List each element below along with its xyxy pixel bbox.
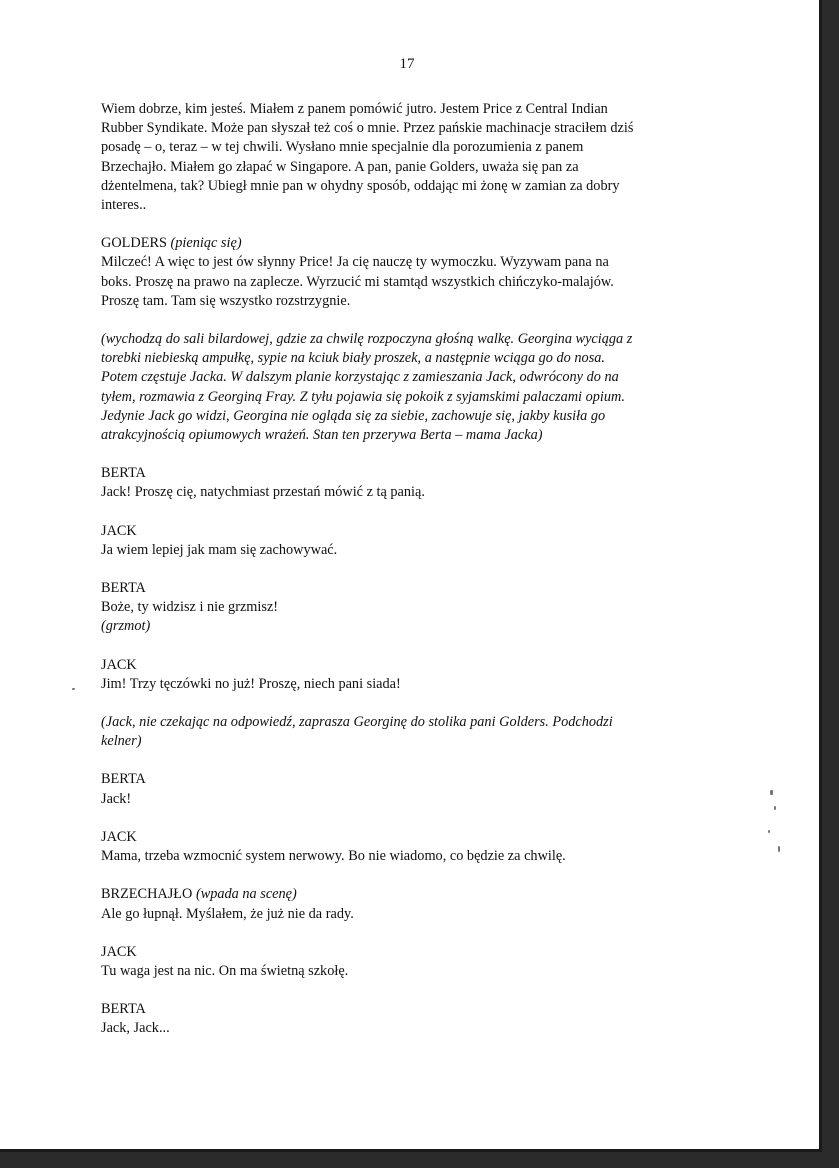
stage-direction-block	[101, 713, 741, 751]
text-line: interes..	[101, 197, 147, 214]
text-line: Rubber Syndikate. Może pan słyszał też coś o mnie. Przez pańskie machinacje straciłem dziś	[101, 120, 634, 137]
dialogue-jack	[101, 656, 741, 694]
character-name: BERTA	[101, 465, 146, 482]
dialogue-price	[101, 100, 741, 215]
stage-line: torebki niebieską ampułkę, sypie na kciuk biały proszek, a następnie wciąga go do nosa.	[101, 350, 605, 367]
dialogue-berta	[101, 1000, 741, 1038]
dialogue-jack	[101, 943, 741, 981]
stage-line: (wychodzą do sali bilardowej, gdzie za chwilę rozpoczyna głośną walkę. Georgina wyciąga z	[101, 331, 633, 348]
speech-line: Ja wiem lepiej jak mam się zachowywać.	[101, 541, 338, 558]
scan-speck	[72, 688, 75, 690]
stage-line: tyłem, rozmawia z Georginą Fray. Z tyłu pojawia się pokoik z syjamskimi palaczami opium.	[101, 388, 625, 405]
dialogue-berta	[101, 770, 741, 808]
speech-line: Proszę tam. Tam się wszystko rozstrzygnie.	[101, 292, 351, 309]
speech-line: Boże, ty widzisz i nie grzmisz!	[101, 599, 279, 616]
character-name: GOLDERS (pieniąc się)	[101, 235, 242, 252]
speech-line: Jack!	[101, 790, 132, 807]
scan-edge-bottom	[0, 1152, 839, 1168]
stage-direction: (grzmot)	[101, 618, 151, 635]
character-name: BERTA	[101, 771, 146, 788]
text-line: dżentelmena, tak? Ubiegł mnie pan w ohydny sposób, oddając mi żonę w zamian za dobry	[101, 177, 620, 194]
stage-direction: (pieniąc się)	[170, 235, 242, 252]
stage-direction-block	[101, 330, 741, 445]
scan-speck	[770, 790, 773, 795]
dialogue-berta	[101, 579, 741, 637]
character-name: JACK	[101, 828, 137, 845]
text-line: Brzechajło. Miałem go złapać w Singapore. A pan, panie Golders, uważa się pan za	[101, 158, 579, 175]
text-line: Wiem dobrze, kim jesteś. Miałem z panem pomówić jutro. Jestem Price z Central Indian	[101, 101, 608, 117]
dialogue-golders	[101, 234, 741, 311]
page-number: 17	[399, 56, 415, 72]
speech-line: Jim! Trzy tęczówki no już! Proszę, niech pani siada!	[101, 675, 401, 692]
character-name: JACK	[101, 943, 137, 960]
scan-speck	[768, 830, 770, 833]
text-line: posadę – o, teraz – w tej chwili. Wysłano mnie specjalnie dla porozumienia z panem	[101, 139, 584, 156]
stage-line: atrakcyjnością opiumowych wrażeń. Stan ten przerywa Berta – mama Jacka)	[101, 427, 543, 444]
dialogue-jack	[101, 522, 741, 560]
speech-line: Ale go łupnął. Myślałem, że już nie da rady.	[101, 905, 354, 922]
scan-speck	[774, 806, 776, 810]
scan-edge-right	[822, 0, 839, 1168]
stage-line: Jedynie Jack go widzi, Georgina nie ogląda się za siebie, zachowuje się, jakby kusiła go	[101, 407, 606, 424]
speech-line: Milczeć! A więc to jest ów słynny Price! Ja cię nauczę ty wymoczku. Wyzywam pana na	[101, 254, 609, 271]
speech-line: Jack, Jack...	[101, 1020, 170, 1037]
dialogue-berta	[101, 464, 741, 502]
scan-speck	[778, 846, 780, 852]
speech-line: Tu waga jest na nic. On ma świetną szkołę.	[101, 962, 349, 979]
stage-line: Potem częstuje Jacka. W dalszym planie korzystając z zamieszania Jack, odwrócony do na	[101, 369, 619, 386]
character-name: JACK	[101, 656, 137, 673]
speech-line: boks. Proszę na prawo na zaplecze. Wyrzucić mi stamtąd wszystkich chińczyko-malajów.	[101, 273, 614, 290]
character-name: BERTA	[101, 580, 146, 597]
speech-line: Jack! Proszę cię, natychmiast przestań mówić z tą panią.	[101, 484, 425, 501]
speech-line: Mama, trzeba wzmocnić system nerwowy. Bo nie wiadomo, co będzie za chwilę.	[101, 848, 566, 865]
script-text	[101, 100, 741, 1058]
character-name: JACK	[101, 522, 137, 539]
stage-line: kelner)	[101, 733, 142, 750]
character-name: BERTA	[101, 1001, 146, 1018]
dialogue-brzechajlo	[101, 885, 741, 923]
dialogue-jack	[101, 828, 741, 866]
stage-line: (Jack, nie czekając na odpowiedź, zaprasza Georginę do stolika pani Golders. Podchodzi	[101, 714, 613, 731]
stage-direction: (wpada na scenę)	[195, 886, 297, 903]
character-name: BRZECHAJŁO (wpada na scenę)	[101, 886, 297, 903]
